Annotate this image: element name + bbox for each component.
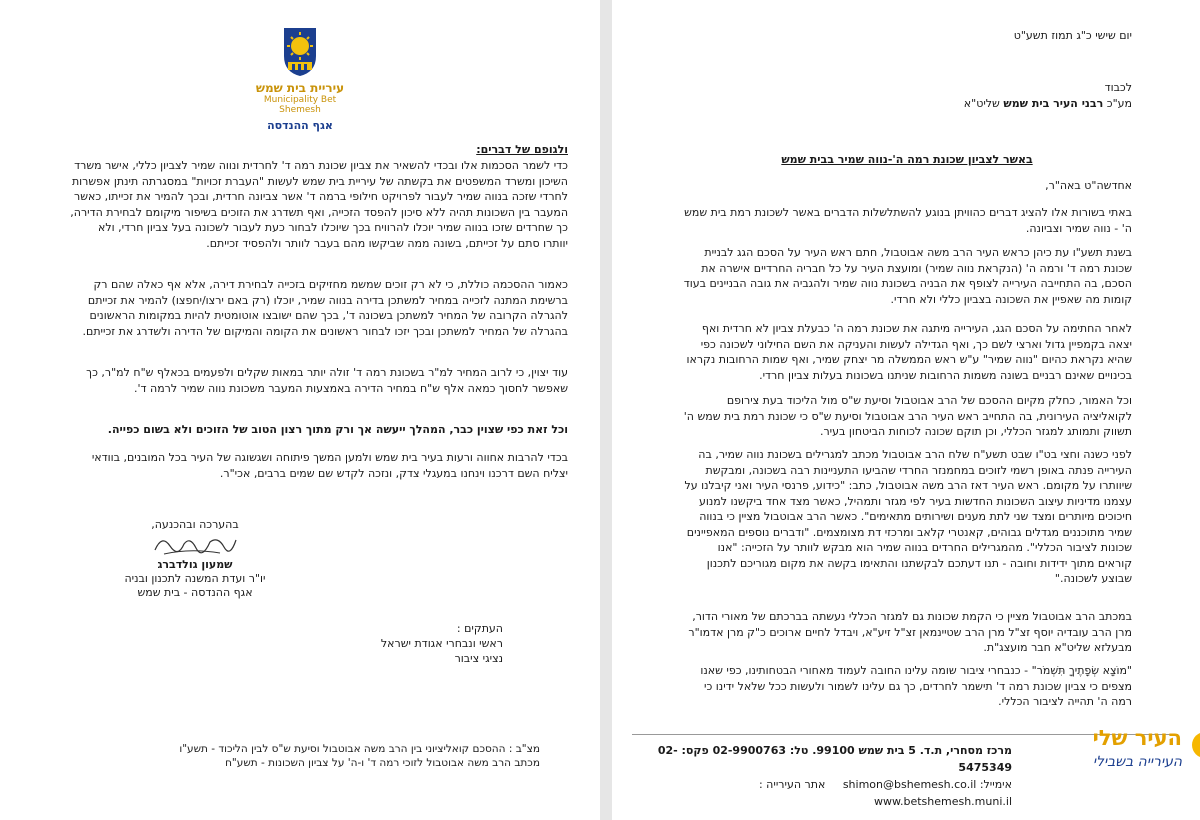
addressee-name: רבני העיר בית שמש xyxy=(1003,96,1104,110)
addressee-block xyxy=(682,80,1132,111)
left-paragraph-1: כדי לשמר הסכמות אלו ובכדי להשאיר את צביון שכונת רמה ד' לחרדית ונווה שמיר לצביון כללי, אישר משרד השיכון ומשרד המשפטים את בקשתה של עיריית בית שמש לעשות "העברת זכויות" במסגרתה תינתן אפשרות לחרדי שזכה בנווה שמיר לעבור לפרויקט חילופי ברמה ד' אשר צביונה חרדית, ובכך להמיר את זכייתו, כאשר המעבר בין השכונות תהיה ללא סיכון להפסד הזכייה, ואף תשדרג את הזוכים בשיפור מיקומם לבחירת הדירה, כך שחרדים שזכו בנווה שמיר יוכלו להרוויח בכך שיוכלו לבחור כעת לעבור לשכונה בעל צביון חרדי, ולא יוותרו סתם על זכייתם, בשונה ממה שביקשו מהם בעבר לוותר ולהפסיד זכייתם. xyxy=(70,159,568,250)
letter-page-right xyxy=(612,0,1200,820)
section-heading xyxy=(70,142,568,158)
page-gap xyxy=(600,0,612,820)
signature-greeting: בהערכה ובהכנעה, xyxy=(151,518,239,531)
right-paragraph-6: במכתב הרב אבוטבול מציין כי הקמת שכונות גם למגזר הכללי נעשתה בברכתם של מאורי הדור, מרן הרב עובדיה יוסף זצ"ל מרן הרב שטיינמאן זצ"ל זיע"א, ויבדל לחיים ארוכים כ"ק מרן אדמו"ר מבעלזא שליט"א חבר מועצג"ת. xyxy=(688,610,1132,654)
copies-line: ראשי ונבחרי אגודת ישראל xyxy=(380,637,503,650)
department-name: אגף ההנדסה xyxy=(267,119,333,132)
addressee-suffix: שליט"א xyxy=(963,96,1000,110)
contact-line xyxy=(632,776,1012,810)
right-paragraph-1: באתי בשורות אלו להציג דברים כהוויתן בנוגע להשתלשלות הדברים באשר לשכונת רמת בית שמש ה' - נווה שמיר וצביונה. xyxy=(684,206,1132,235)
to-label: לכבוד xyxy=(1104,81,1132,94)
attachment-line: מכתב הרב משה אבוטבול לזוכי רמה ד' ו-ה' על צביון השכונות - תשע"ח xyxy=(225,757,540,769)
sun-icon xyxy=(1192,732,1200,758)
left-paragraph-3: עוד יצוין, כי לרוב המחיר למ"ר בשכונת רמה ד' זולה יותר במאות שקלים ולפעמים בכאלף ש"ח למ"ר, כך שאפשר לחסוך כמאה אלף ש"ח במחיר הדירה באמצעות המעבר משכונת נווה שמיר לרמה ד'. xyxy=(86,366,568,395)
logo-text-main: העיר שלי xyxy=(1092,726,1182,750)
letter-date: יום שישי כ"ג תמוז תשע"ט xyxy=(1013,29,1132,42)
right-paragraph-5: לפני כשנה וחצי בט"ו שבט תשע"ח שלח הרב אבוטבול מכתב למגרילים בשכונת נווה שמיר, בה העירייה פנתה באופן רשמי לזוכים במחמנזר החרדי שהביעו התעניינות רבה בשכונה, ומבקשת שיוותרו על מקומם. ראש העיר דאז הרב משה אבוטבול, כתב: "כידוע, פרנסי העיר ואני קיבלנו על עצמנו מדיניות עיצוב השכונות החדשות בעיר לפי מגזר ותמהיל, כאשר מצד אחד ביקשנו למנוע חיכוכים מיותרים ומצד שני לתת מענים ושירותים מתאימים". כאשר הרב אבוטבול מציין כי בנווה שמיר מתוכננים מגדלים גבוהים, קאנטרי קלאב ומרכזי דת מצומצמים. "ודברים נוספים המאפיינים שכונות לציבור הכללי". מהמגרילים החרדים בנווה שמיר הוא מבקש לוותר על הזכייה: "אנו קוראים מתוך ידידות וחובה - תנו דעתכם לבקשתנו והתאימו בקשה את מקום מגוריכם לתכנון שבוצע לשכונה." xyxy=(684,448,1132,585)
website-label: אתר העירייה : xyxy=(758,778,826,791)
contact-footer xyxy=(632,742,1012,810)
address-line: מרכז מסחרי, ת.ד. 5 בית שמש 99100. טל: 02-9900763 פקס: 02-5475349 xyxy=(657,744,1012,774)
letter-subject: באשר לצביון שכונת רמה ה'-נווה שמיר בבית שמש xyxy=(781,153,1033,166)
my-city-logo xyxy=(1052,726,1200,786)
right-paragraph-7: "מוֹצָא שְׂפָתֶיךָ תִּשְׁמֹר" - כנבחרי ציבור שומה עלינו החובה לעמוד מאחורי הבטחותינו, כפי שאנו מצפים כי צביון שכונת רמה ד' תישמר לחרדים, כך גם עלינו לשמור ולעשות ככל שלאל ידינו כי רמה ה' תהייה לציבור הכללי. xyxy=(700,664,1132,708)
right-paragraph-2: בשנת תשע"ו עת כיהן כראש העיר הרב משה אבוטבול, חתם ראש העיר על הסכם הגג לבניית שכונת רמה ד' ורמה ה' (הנקראת נווה שמיר) ומועצת העיר על כל חבריה החרדיים אישרה את הסכם, בה התחייבה העירייה לצופף את הבניה בשכונת נווה שמיר ולהגביה את גובה הבניינים בעוד קומות מה שאפיין את השכונה בצביון כללי ולא חרדי. xyxy=(683,246,1132,306)
salutation: אחדשה"ט באה"ר, xyxy=(1045,179,1132,192)
bold-statement: וכל זאת כפי שצוין כבר, המהלך ייעשה אך ורק מתוך רצון הטוב של הזוכים ולא בשום כפייה. xyxy=(107,423,568,436)
signer-department: אגף ההנדסה - בית שמש xyxy=(137,586,253,599)
signer-role: יו"ר ועדת המשנה לתכנון ובניה xyxy=(124,572,266,585)
municipality-name-he: עיריית בית שמש xyxy=(255,81,345,95)
municipality-logo xyxy=(250,26,350,132)
signer-name: שמעון גולדברג xyxy=(157,558,233,571)
copies-block xyxy=(268,621,503,666)
municipality-name-en: Municipality Bet Shemesh xyxy=(263,95,337,115)
addressee-prefix: מע"כ xyxy=(1106,96,1132,110)
website-link[interactable]: www.betshemesh.muni.il xyxy=(873,795,1012,808)
attachments-footer xyxy=(60,742,540,770)
left-paragraph-2: כאמור ההסכמה כוללת, כי לא רק זוכים שמשמ מחזיקים בזכייה לבחירת דירה, אלא אף כאלה שהם רק ברשימת המתנה לזכייה במחיר למשתכן בדירה בנווה שמיר, יוכלו (רק באם ירצו/יחפצו) להמיר את זכייתם להגרלה הקרובה של המחיר למשתכן בשכונה ד', בכך שהם ישובצו אוטומטית להיות במקומות הראשונים בהגרלה של המחיר למשתכן ובכך יזכו לבחור ראשונים את הקומה והמיקום של הדירה ולשדרג את זכייתם. xyxy=(82,278,568,338)
attachment-line: מצ"ב : ההסכם קואליציוני בין הרב משה אבוטבול וסיעת ש"ס לבין הליכוד - תשע"ו xyxy=(179,743,540,755)
email-label: אימייל: xyxy=(979,778,1012,791)
copies-label: העתקים : xyxy=(456,622,503,635)
copies-line: נציגי ציבור xyxy=(454,652,503,665)
handwritten-signature-icon xyxy=(150,532,240,558)
addressee-line xyxy=(682,96,1132,112)
section-heading-text: ולגופם של דברים: xyxy=(476,143,568,156)
right-paragraph-3: לאחר החתימה על הסכם הגג, העירייה מיתגה את שכונת רמה ה' כבעלת צביון לא חרדית ואף יצאה בקמפיין גדול וארצי לשם כך, ואף הגדילה לעשות והעניקה את השם החילוני לשכונה כפי שהיא נקראת כהיום "נווה שמיר" ע"ש ראש הממשלה מר יצחק שמיר, ואף שמות הרחובות נקראו בכינויים שאינם רבניים בשונה משמות הרחובות שניתנו בשכונות בעלות צביון חרדי. xyxy=(686,322,1132,382)
signature-block xyxy=(120,518,270,600)
right-paragraph-4: וכל האמור, כחלק מקיום ההסכם של הרב אבוטבול וסיעת ש"ס מול הליכוד בעת צירופם לקואליציה העירונית, בה התחייב ראש העיר הרב אבוטבול וסיעת ש"ס כי שכונת רמת בית שמש ה' תשווק ותמותג למגזר הכללי, וכן תוקם שכונה לכוחות הביטחון בעיר. xyxy=(683,394,1132,438)
logo-text-tagline: העירייה בשבילי xyxy=(1092,754,1182,770)
closing-paragraph: בכדי להרבות אחווה ורעות בעיר בית שמש ולמען המשך פיתוחה ושגשוגה של העיר בכל המובנים, בוודאי יצליח השם דרכנו וינחנו במעגלי צדק, ונזכה לקדש שם שמים ברבים, אכי"ר. xyxy=(91,451,568,480)
email-link[interactable]: shimon@bshemesh.co.il xyxy=(842,778,977,791)
bet-shemesh-emblem-icon xyxy=(282,26,318,78)
